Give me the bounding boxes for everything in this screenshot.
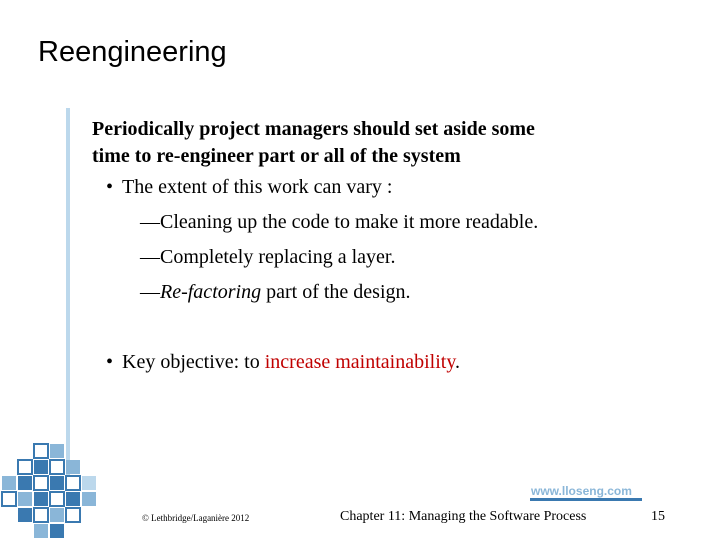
footer-chapter: Chapter 11: Managing the Software Process <box>340 509 587 524</box>
page-number: 15 <box>651 509 665 524</box>
refactoring-term: Re-factoring <box>160 281 262 303</box>
website-url: www.lloseng.com <box>531 484 632 498</box>
slide-title: Reengineering <box>38 36 227 68</box>
sub-item-cleaning: —Cleaning up the code to make it more readable. <box>140 211 539 233</box>
lead-line-1: Periodically project managers should set aside some <box>92 118 535 140</box>
sub-item-refactoring-rest: part of the design. <box>261 281 411 303</box>
bullet-icon: • <box>106 351 114 373</box>
bullet-extent <box>92 170 692 205</box>
key-objective-highlight: increase maintainability <box>264 351 456 373</box>
bullet-extent-text: The extent of this work can vary : <box>122 176 393 198</box>
vertical-accent-bar <box>66 108 70 480</box>
bullet-icon: • <box>106 176 114 198</box>
bullet-key-objective <box>92 345 692 380</box>
website-underline-bar <box>530 498 642 501</box>
sub-item-replacing: —Completely replacing a layer. <box>140 246 396 268</box>
footer-copyright: © Lethbridge/Laganière 2012 <box>142 513 250 523</box>
sub-item-refactoring-dash: — <box>140 281 160 303</box>
lead-line-2: time to re-engineer part or all of the system <box>92 145 461 167</box>
cube-grid-logo-icon <box>0 440 130 540</box>
spacer <box>92 310 692 345</box>
lead-paragraph <box>92 116 692 170</box>
sub-item-refactoring <box>92 275 692 310</box>
slide-body <box>92 116 692 380</box>
key-objective-suffix: . <box>455 351 461 373</box>
key-objective-prefix: Key objective: to <box>122 351 265 373</box>
